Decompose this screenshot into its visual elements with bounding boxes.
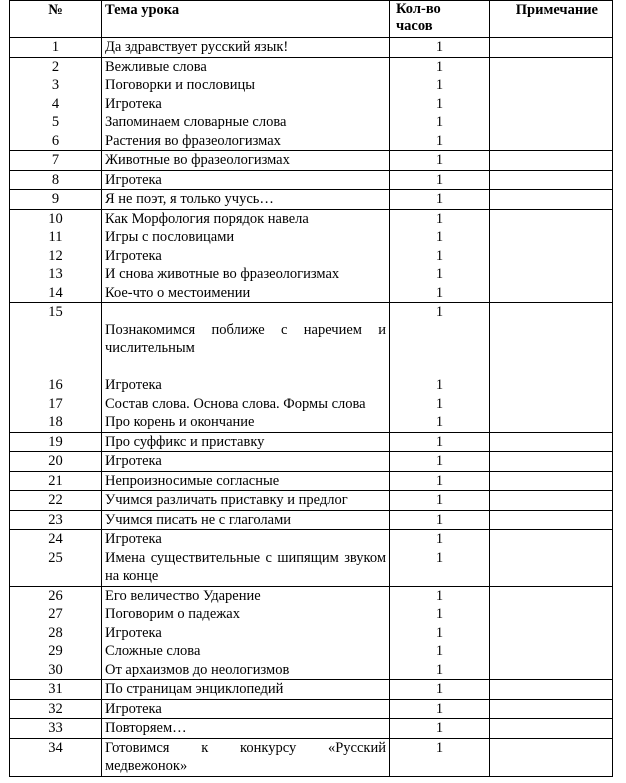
table-row xyxy=(10,265,613,284)
lesson-plan-table xyxy=(9,0,613,777)
row-topic: Готовимся к конкурсу «Русский медвежонок» xyxy=(102,738,390,776)
row-hours: 1 xyxy=(390,376,490,395)
row-hours: 1 xyxy=(390,38,490,58)
row-note xyxy=(490,209,613,228)
row-note xyxy=(490,190,613,210)
row-topic: Игротека xyxy=(102,95,390,114)
table-row xyxy=(10,376,613,395)
table-row xyxy=(10,642,613,661)
row-topic: Игротека xyxy=(102,247,390,266)
row-hours: 1 xyxy=(390,209,490,228)
header-hours xyxy=(390,1,490,38)
row-hours: 1 xyxy=(390,76,490,95)
row-hours: 1 xyxy=(390,738,490,776)
row-number: 33 xyxy=(10,719,102,739)
table-row xyxy=(10,151,613,171)
row-hours: 1 xyxy=(390,132,490,151)
row-hours: 1 xyxy=(390,247,490,266)
row-topic: Да здравствует русский язык! xyxy=(102,38,390,58)
row-note xyxy=(490,510,613,530)
row-note xyxy=(490,413,613,432)
table-row xyxy=(10,661,613,680)
row-topic: Его величество Ударение xyxy=(102,586,390,605)
row-number: 20 xyxy=(10,452,102,472)
row-hours: 1 xyxy=(390,661,490,680)
row-hours: 1 xyxy=(390,510,490,530)
row-topic: Запоминаем словарные слова xyxy=(102,113,390,132)
row-hours: 1 xyxy=(390,642,490,661)
table-row xyxy=(10,549,613,587)
table-row xyxy=(10,132,613,151)
row-note xyxy=(490,719,613,739)
row-note xyxy=(490,680,613,700)
row-number: 27 xyxy=(10,605,102,624)
row-number: 11 xyxy=(10,228,102,247)
row-note xyxy=(490,228,613,247)
row-number: 8 xyxy=(10,170,102,190)
row-number: 21 xyxy=(10,471,102,491)
row-topic: Учимся писать не с глаголами xyxy=(102,510,390,530)
row-number: 9 xyxy=(10,190,102,210)
row-topic: Непроизносимые согласные xyxy=(102,471,390,491)
row-hours: 1 xyxy=(390,624,490,643)
row-note xyxy=(490,76,613,95)
row-topic: И снова животные во фразеологизмах xyxy=(102,265,390,284)
row-number: 1 xyxy=(10,38,102,58)
table-row xyxy=(10,57,613,76)
table-row xyxy=(10,624,613,643)
row-number: 34 xyxy=(10,738,102,776)
row-note xyxy=(490,642,613,661)
row-hours: 1 xyxy=(390,452,490,472)
table-row xyxy=(10,38,613,58)
table-row xyxy=(10,452,613,472)
row-number: 17 xyxy=(10,395,102,414)
row-note xyxy=(490,247,613,266)
table-row xyxy=(10,680,613,700)
table-header-row xyxy=(10,1,613,38)
row-topic: Поговорим о падежах xyxy=(102,605,390,624)
row-hours: 1 xyxy=(390,549,490,587)
row-note xyxy=(490,284,613,303)
row-hours: 1 xyxy=(390,530,490,549)
row-number: 28 xyxy=(10,624,102,643)
table-row xyxy=(10,491,613,511)
row-note xyxy=(490,586,613,605)
row-note xyxy=(490,265,613,284)
row-topic: Как Морфология порядок навела xyxy=(102,209,390,228)
header-note: Примечание xyxy=(490,1,613,38)
row-number: 12 xyxy=(10,247,102,266)
row-note xyxy=(490,132,613,151)
table-body xyxy=(10,38,613,777)
row-number: 2 xyxy=(10,57,102,76)
row-number: 15 xyxy=(10,303,102,377)
row-note xyxy=(490,113,613,132)
row-note xyxy=(490,738,613,776)
row-number: 30 xyxy=(10,661,102,680)
row-topic: От архаизмов до неологизмов xyxy=(102,661,390,680)
row-hours: 1 xyxy=(390,680,490,700)
row-note xyxy=(490,624,613,643)
row-number: 7 xyxy=(10,151,102,171)
table-row xyxy=(10,95,613,114)
row-hours: 1 xyxy=(390,491,490,511)
row-number: 23 xyxy=(10,510,102,530)
table-row xyxy=(10,76,613,95)
row-number: 16 xyxy=(10,376,102,395)
row-topic: Сложные слова xyxy=(102,642,390,661)
row-hours: 1 xyxy=(390,303,490,377)
table-row xyxy=(10,228,613,247)
row-hours: 1 xyxy=(390,95,490,114)
row-number: 24 xyxy=(10,530,102,549)
row-topic: По страницам энциклопедий xyxy=(102,680,390,700)
row-note xyxy=(490,376,613,395)
row-note xyxy=(490,605,613,624)
table-row xyxy=(10,432,613,452)
table-row xyxy=(10,510,613,530)
row-topic: Учимся различать приставку и предлог xyxy=(102,491,390,511)
table-row xyxy=(10,413,613,432)
row-hours: 1 xyxy=(390,190,490,210)
row-hours: 1 xyxy=(390,151,490,171)
row-note xyxy=(490,471,613,491)
table-row xyxy=(10,530,613,549)
table-row xyxy=(10,247,613,266)
row-hours: 1 xyxy=(390,113,490,132)
row-topic: Игротека xyxy=(102,376,390,395)
table-row xyxy=(10,719,613,739)
table-row xyxy=(10,170,613,190)
row-topic: Вежливые слова xyxy=(102,57,390,76)
row-note xyxy=(490,452,613,472)
row-note xyxy=(490,661,613,680)
row-number: 22 xyxy=(10,491,102,511)
table-row xyxy=(10,586,613,605)
row-hours: 1 xyxy=(390,395,490,414)
row-note xyxy=(490,699,613,719)
row-hours: 1 xyxy=(390,471,490,491)
row-hours: 1 xyxy=(390,228,490,247)
row-hours: 1 xyxy=(390,57,490,76)
row-hours: 1 xyxy=(390,432,490,452)
row-hours: 1 xyxy=(390,170,490,190)
table-row xyxy=(10,209,613,228)
row-topic: Игротека xyxy=(102,699,390,719)
row-note xyxy=(490,57,613,76)
row-topic: Игротека xyxy=(102,452,390,472)
row-topic: Игротека xyxy=(102,170,390,190)
row-topic: Познакомимся поближе с наречием и числительным xyxy=(102,303,390,377)
row-number: 6 xyxy=(10,132,102,151)
row-note xyxy=(490,491,613,511)
row-topic: Игротека xyxy=(102,624,390,643)
table-row xyxy=(10,284,613,303)
row-topic: Животные во фразеологизмах xyxy=(102,151,390,171)
row-note xyxy=(490,95,613,114)
row-number: 3 xyxy=(10,76,102,95)
row-hours: 1 xyxy=(390,586,490,605)
row-hours: 1 xyxy=(390,265,490,284)
table-row xyxy=(10,190,613,210)
table-row xyxy=(10,471,613,491)
row-note xyxy=(490,432,613,452)
header-hours-line2: часов xyxy=(396,18,433,34)
row-hours: 1 xyxy=(390,605,490,624)
row-number: 32 xyxy=(10,699,102,719)
row-topic: Повторяем… xyxy=(102,719,390,739)
row-note xyxy=(490,38,613,58)
row-note xyxy=(490,549,613,587)
row-topic: Игротека xyxy=(102,530,390,549)
row-topic: Растения во фразеологизмах xyxy=(102,132,390,151)
row-topic: Кое-что о местоимении xyxy=(102,284,390,303)
table-row xyxy=(10,605,613,624)
header-topic: Тема урока xyxy=(102,1,390,38)
row-topic: Поговорки и пословицы xyxy=(102,76,390,95)
row-topic: Про суффикс и приставку xyxy=(102,432,390,452)
row-number: 31 xyxy=(10,680,102,700)
row-note xyxy=(490,395,613,414)
table-row xyxy=(10,113,613,132)
row-note xyxy=(490,151,613,171)
row-hours: 1 xyxy=(390,699,490,719)
row-number: 13 xyxy=(10,265,102,284)
row-topic: Состав слова. Основа слова. Формы слова xyxy=(102,395,390,414)
row-hours: 1 xyxy=(390,413,490,432)
header-num: № xyxy=(10,1,102,38)
row-hours: 1 xyxy=(390,284,490,303)
row-topic: Имена существительные с шипящим звуком на конце xyxy=(102,549,390,587)
row-number: 26 xyxy=(10,586,102,605)
row-note xyxy=(490,530,613,549)
row-note xyxy=(490,303,613,377)
row-number: 5 xyxy=(10,113,102,132)
table-row xyxy=(10,738,613,776)
row-topic: Игры с пословицами xyxy=(102,228,390,247)
row-topic: Я не поэт, я только учусь… xyxy=(102,190,390,210)
row-number: 25 xyxy=(10,549,102,587)
row-number: 29 xyxy=(10,642,102,661)
row-number: 10 xyxy=(10,209,102,228)
table-row xyxy=(10,395,613,414)
header-hours-line1: Кол-во xyxy=(396,1,441,17)
row-number: 14 xyxy=(10,284,102,303)
row-topic: Про корень и окончание xyxy=(102,413,390,432)
row-number: 19 xyxy=(10,432,102,452)
row-hours: 1 xyxy=(390,719,490,739)
table-row xyxy=(10,699,613,719)
table-row xyxy=(10,303,613,377)
row-note xyxy=(490,170,613,190)
row-number: 4 xyxy=(10,95,102,114)
row-number: 18 xyxy=(10,413,102,432)
